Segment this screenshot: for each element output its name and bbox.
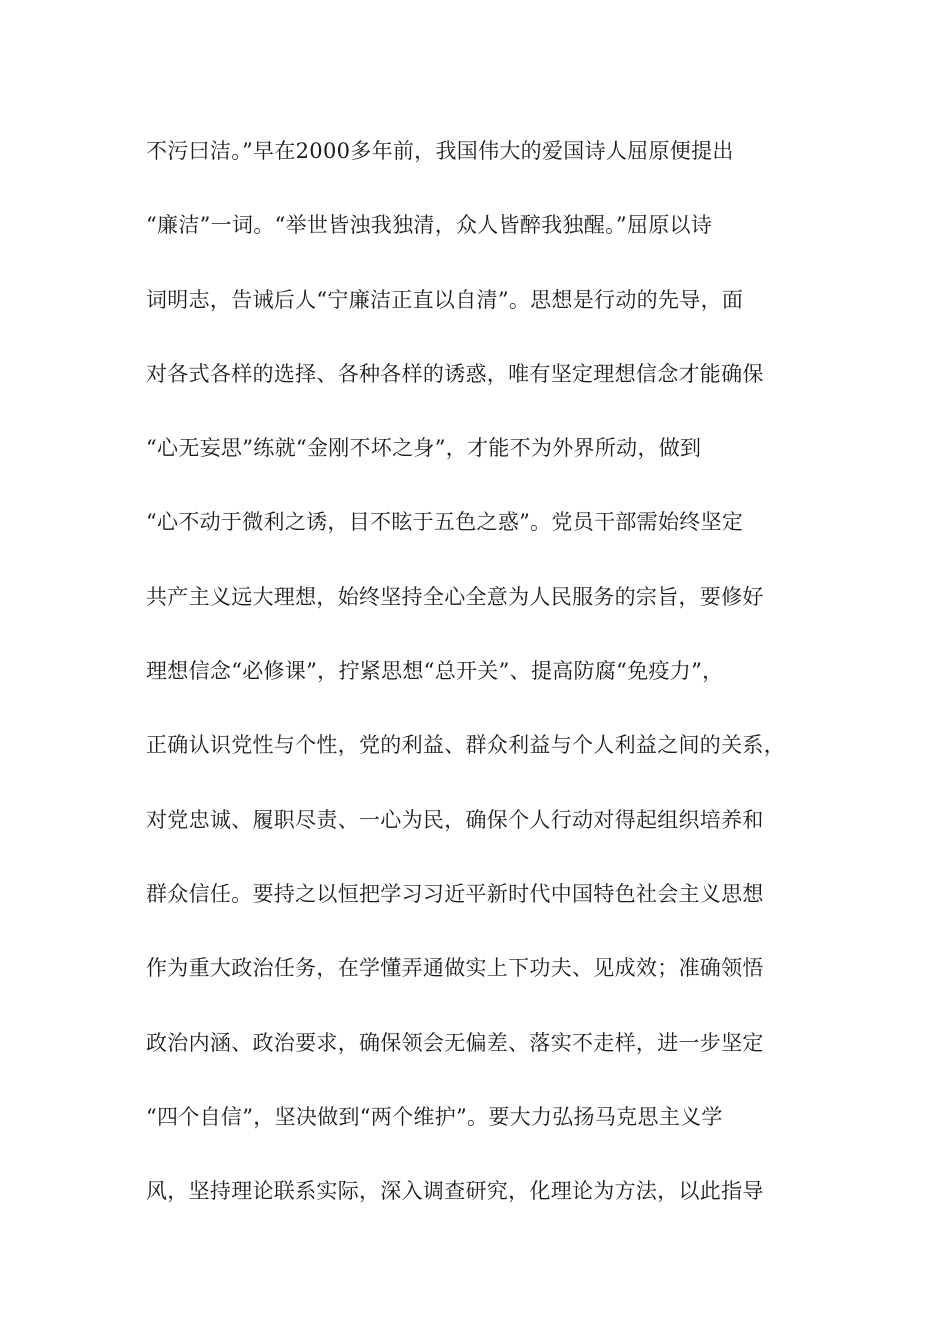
body-text xyxy=(146,133,816,1247)
text-line: 作为重大政治任务，在学懂弄通做实上下功夫、见成效；准确领悟 xyxy=(146,956,764,981)
text-line: 群众信任。要持之以恒把学习习近平新时代中国特色社会主义思想 xyxy=(146,881,764,906)
text-line: “廉洁”一词。“举世皆浊我独清，众人皆醉我独醒。”屈原以诗 xyxy=(146,213,713,238)
text-line: 不污曰洁。”早在2000多年前，我国伟大的爱国诗人屈原便提出 xyxy=(146,139,734,163)
text-line: “心无妄思”练就“金刚不坏之身”，才能不为外界所动，做到 xyxy=(146,436,702,461)
text-line: 风，坚持理论联系实际，深入调查研究，化理论为方法，以此指导 xyxy=(146,1179,764,1204)
text-line: “四个自信”，坚决做到“两个维护”。要大力弘扬马克思主义学 xyxy=(146,1104,723,1129)
text-line: 共产主义远大理想，始终坚持全心全意为人民服务的宗旨，要修好 xyxy=(146,584,764,609)
text-line: “心不动于微利之诱，目不眩于五色之惑”。党员干部需始终坚定 xyxy=(146,510,744,535)
text-line: 理想信念“必修课”，拧紧思想“总开关”、提高防腐“免疫力”， xyxy=(146,659,724,684)
text-line: 正确认识党性与个性，党的利益、群众利益与个人利益之间的关系， xyxy=(146,733,785,758)
text-line: 对各式各样的选择、各种各样的诱惑，唯有坚定理想信念才能确保 xyxy=(146,361,764,386)
text-line: 政治内涵、政治要求，确保领会无偏差、落实不走样，进一步坚定 xyxy=(146,1030,764,1055)
text-line: 词明志，告诫后人“宁廉洁正直以自清”。思想是行动的先导，面 xyxy=(146,287,744,312)
text-line: 对党忠诚、履职尽责、一心为民，确保个人行动对得起组织培养和 xyxy=(146,807,764,832)
